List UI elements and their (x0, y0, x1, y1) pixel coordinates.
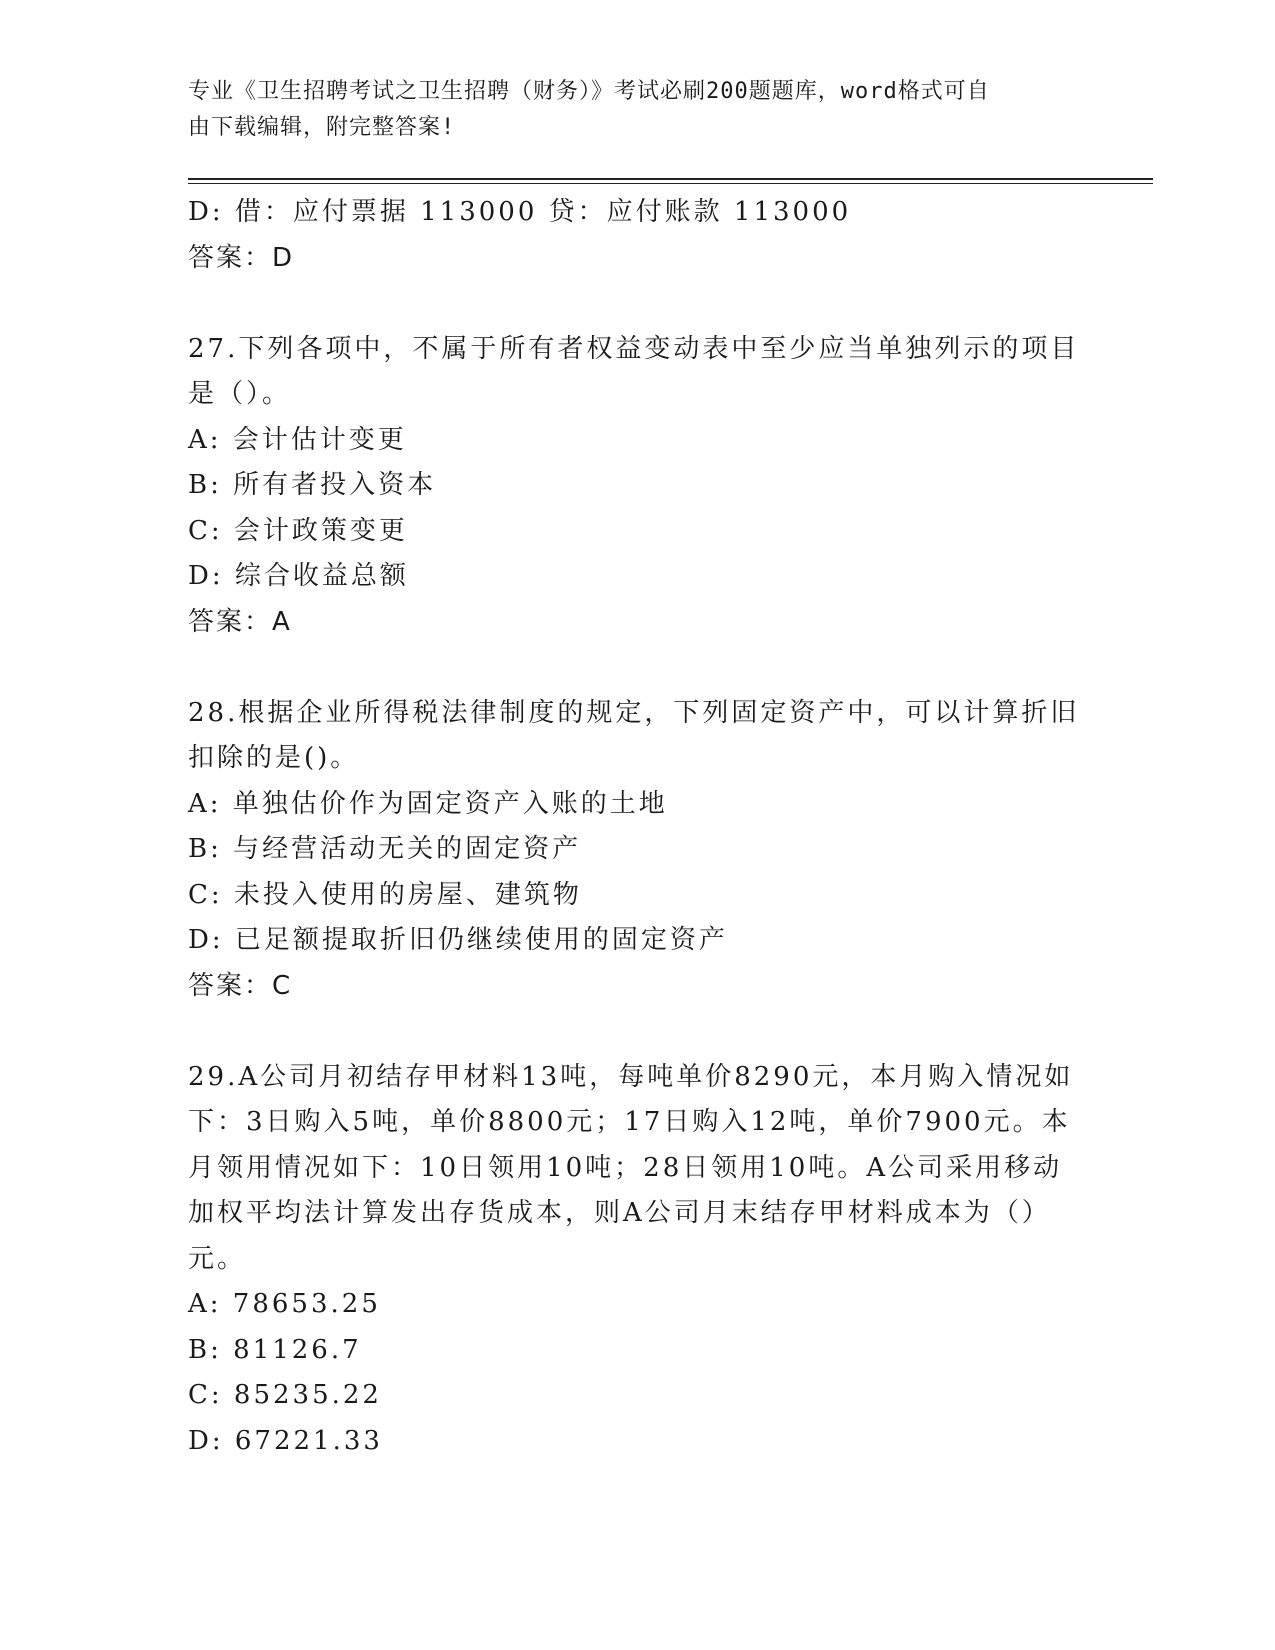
prev-question-option-d: D: 借：应付票据 113000 贷：应付账款 113000 (188, 197, 852, 227)
question-answer: 答案：A (188, 606, 292, 637)
option-a: A: 单独估价作为固定资产入账的土地 (188, 788, 668, 819)
header-line-2: 由下载编辑，附完整答案! (188, 115, 456, 140)
header-line-1: 专业《卫生招聘考试之卫生招聘（财务）》考试必刷200题题库，word格式可自 (188, 79, 990, 104)
option-b: B: 所有者投入资本 (188, 470, 437, 500)
question-stem-line: 27.下列各项中，不属于所有者权益变动表中至少应当单独列示的项目 (188, 333, 1080, 364)
option-d: D: 67221.33 (188, 1425, 383, 1456)
option-a: A: 会计估计变更 (188, 424, 407, 455)
spacer (188, 281, 1088, 327)
document-body (188, 190, 1088, 1464)
option-d: D: 综合收益总额 (188, 561, 409, 591)
question-answer: 答案：C (188, 970, 293, 1001)
spacer (188, 645, 1088, 691)
option-d: D: 已足额提取折旧仍继续使用的固定资产 (188, 925, 728, 955)
question-stem-line: 是（）。 (188, 379, 292, 409)
header-rule-thick (188, 178, 1153, 180)
question-stem-line: 加权平均法计算发出存货成本，则A公司月末结存甲材料成本为（） (188, 1198, 1051, 1228)
option-c: C: 85235.22 (188, 1380, 382, 1410)
spacer (188, 1009, 1088, 1055)
question-stem-line: 扣除的是()。 (188, 743, 360, 773)
option-b: B: 81126.7 (188, 1334, 362, 1365)
option-b: B: 与经营活动无关的固定资产 (188, 834, 582, 864)
option-c: C: 会计政策变更 (188, 515, 408, 546)
prev-question-answer: 答案：D (188, 242, 295, 273)
question-stem-line: 28.根据企业所得税法律制度的规定，下列固定资产中，可以计算折旧 (188, 697, 1080, 728)
question-28 (188, 691, 1088, 1010)
question-29 (188, 1055, 1088, 1465)
document-header (188, 74, 1068, 146)
header-rule-thin (188, 183, 1153, 184)
question-stem-line: 下：3日购入5吨，单价8800元；17日购入12吨，单价7900元。本 (188, 1107, 1071, 1137)
question-stem-line: 元。 (188, 1243, 247, 1274)
option-c: C: 未投入使用的房屋、建筑物 (188, 879, 582, 910)
question-27 (188, 327, 1088, 646)
option-a: A: 78653.25 (188, 1289, 381, 1319)
question-stem-line: 月领用情况如下：10日领用10吨；28日领用10吨。A公司采用移动 (188, 1152, 1063, 1183)
question-stem-line: 29.A公司月初结存甲材料13吨，每吨单价8290元，本月购入情况如 (188, 1061, 1074, 1092)
